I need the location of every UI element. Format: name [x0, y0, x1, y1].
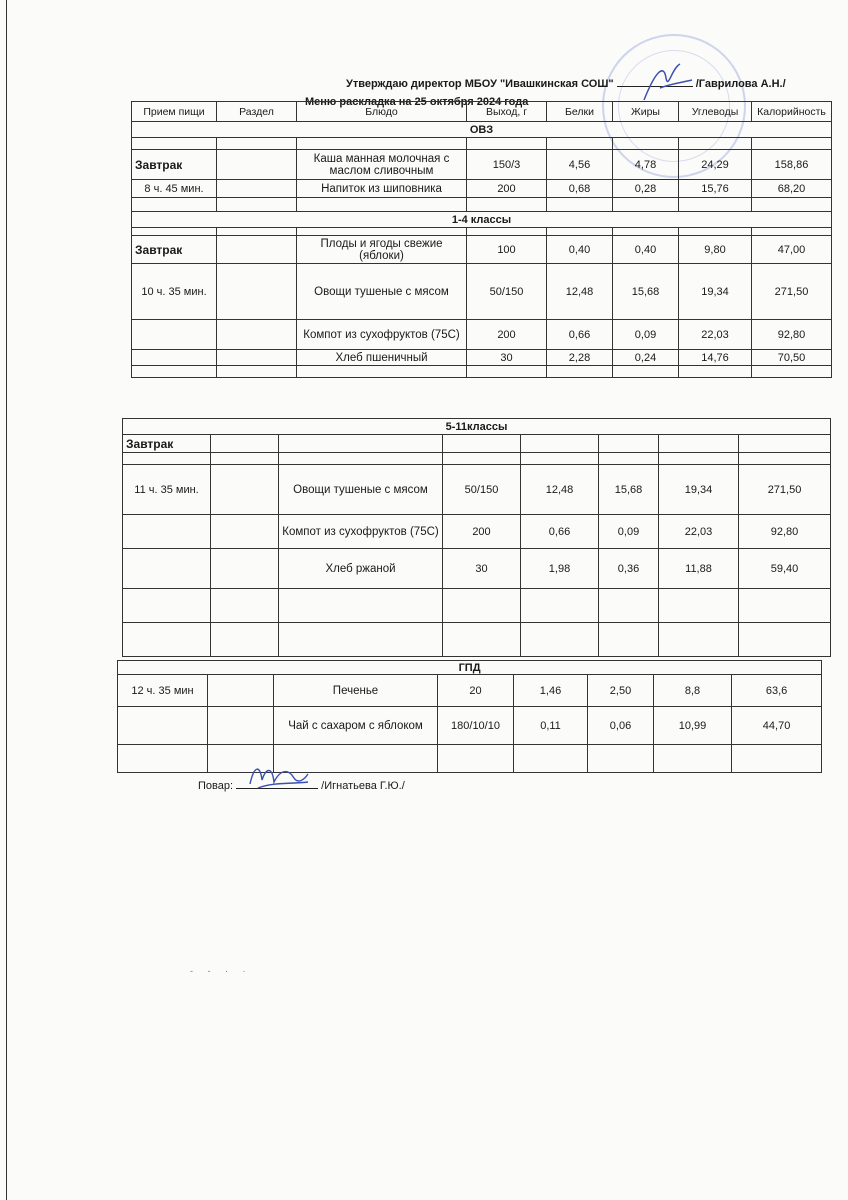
yield-value: 180/10/10 — [438, 707, 514, 745]
col-header: Прием пищи — [132, 102, 217, 122]
table-row — [118, 675, 822, 707]
section-title-row — [132, 122, 832, 138]
dish-name: Каша манная молочная с маслом сливочным — [297, 150, 467, 180]
spacer-row — [132, 366, 832, 378]
menu-table-ovz-1-4 — [131, 101, 832, 378]
scan-specks: ‐ ‐ · · — [190, 966, 252, 976]
col-header: Жиры — [613, 102, 679, 122]
carbs-value: 14,76 — [679, 350, 752, 366]
protein-value: 0,40 — [547, 236, 613, 264]
dish-name: Компот из сухофруктов (75С) — [279, 515, 443, 549]
header-row — [132, 102, 832, 122]
col-header: Калорийность — [752, 102, 832, 122]
section-title-5-11: 5-11классы — [123, 419, 831, 435]
kcal-value: 68,20 — [752, 180, 832, 198]
menu-table-5-11 — [122, 418, 831, 657]
protein-value: 12,48 — [547, 264, 613, 320]
spacer-row — [132, 228, 832, 236]
dish-name: Овощи тушеные с мясом — [279, 465, 443, 515]
yield-value: 150/3 — [467, 150, 547, 180]
protein-value: 0,66 — [521, 515, 599, 549]
carbs-value: 8,8 — [654, 675, 732, 707]
protein-value: 1,46 — [514, 675, 588, 707]
yield-value: 200 — [467, 320, 547, 350]
dish-name: Компот из сухофруктов (75С) — [297, 320, 467, 350]
meal-label: Завтрак — [123, 435, 211, 453]
dish-name: Чай с сахаром с яблоком — [274, 707, 438, 745]
dish-name: Хлеб пшеничный — [297, 350, 467, 366]
meal-label: Завтрак — [132, 150, 217, 180]
carbs-value: 9,80 — [679, 236, 752, 264]
col-header: Выход, г — [467, 102, 547, 122]
empty-row — [118, 745, 822, 773]
yield-value: 50/150 — [467, 264, 547, 320]
kcal-value: 44,70 — [732, 707, 822, 745]
menu-table-gpd — [117, 660, 822, 773]
yield-value: 100 — [467, 236, 547, 264]
section-title-gpd: ГПД — [118, 661, 822, 675]
table-row — [118, 707, 822, 745]
empty-row — [123, 589, 831, 623]
protein-value: 12,48 — [521, 465, 599, 515]
protein-value: 1,98 — [521, 549, 599, 589]
yield-value: 200 — [467, 180, 547, 198]
carbs-value: 22,03 — [679, 320, 752, 350]
protein-value: 4,56 — [547, 150, 613, 180]
protein-value: 0,11 — [514, 707, 588, 745]
fat-value: 0,09 — [613, 320, 679, 350]
kcal-value: 47,00 — [752, 236, 832, 264]
fat-value: 0,24 — [613, 350, 679, 366]
kcal-value: 59,40 — [739, 549, 831, 589]
section-title-row — [118, 661, 822, 675]
kcal-value: 70,50 — [752, 350, 832, 366]
meal-time: 11 ч. 35 мин. — [123, 465, 211, 515]
table-row — [132, 320, 832, 350]
section-title-1-4: 1-4 классы — [132, 212, 832, 228]
yield-value: 20 — [438, 675, 514, 707]
section-title-row — [132, 212, 832, 228]
col-header: Раздел — [217, 102, 297, 122]
fat-value: 15,68 — [613, 264, 679, 320]
meal-time: 12 ч. 35 мин — [118, 675, 208, 707]
menu-title: Меню раскладка на 25 октября 2024 года — [305, 96, 529, 108]
table-row — [132, 150, 832, 180]
table-row — [132, 350, 832, 366]
section-title-row — [123, 419, 831, 435]
protein-value: 0,68 — [547, 180, 613, 198]
spacer-row — [123, 453, 831, 465]
cook-name: /Игнатьева Г.Ю./ — [321, 780, 405, 792]
yield-value: 50/150 — [443, 465, 521, 515]
fat-value: 4,78 — [613, 150, 679, 180]
table-row — [132, 180, 832, 198]
approval-line — [346, 76, 786, 90]
fat-value: 0,06 — [588, 707, 654, 745]
col-header: Блюдо — [297, 102, 467, 122]
page-edge-line — [6, 0, 7, 1200]
carbs-value: 15,76 — [679, 180, 752, 198]
kcal-value: 271,50 — [739, 465, 831, 515]
dish-name: Хлеб ржаной — [279, 549, 443, 589]
empty-row — [123, 623, 831, 657]
table-row — [123, 549, 831, 589]
spacer-row — [132, 138, 832, 150]
dish-name: Печенье — [274, 675, 438, 707]
table-row — [123, 435, 831, 453]
kcal-value: 63,6 — [732, 675, 822, 707]
fat-value: 0,28 — [613, 180, 679, 198]
meal-time: 8 ч. 45 мин. — [132, 180, 217, 198]
fat-value: 0,09 — [599, 515, 659, 549]
carbs-value: 11,88 — [659, 549, 739, 589]
director-name: /Гаврилова А.Н./ — [695, 78, 786, 90]
protein-value: 2,28 — [547, 350, 613, 366]
fat-value: 0,36 — [599, 549, 659, 589]
section-title-ovz: ОВЗ — [132, 122, 832, 138]
fat-value: 15,68 — [599, 465, 659, 515]
dish-name: Плоды и ягоды свежие (яблоки) — [297, 236, 467, 264]
kcal-value: 271,50 — [752, 264, 832, 320]
dish-name: Овощи тушеные с мясом — [297, 264, 467, 320]
yield-value: 200 — [443, 515, 521, 549]
col-header: Углеводы — [679, 102, 752, 122]
meal-label: Завтрак — [132, 236, 217, 264]
carbs-value: 24,29 — [679, 150, 752, 180]
col-header: Белки — [547, 102, 613, 122]
kcal-value: 92,80 — [739, 515, 831, 549]
fat-value: 0,40 — [613, 236, 679, 264]
yield-value: 30 — [443, 549, 521, 589]
table-row — [123, 515, 831, 549]
carbs-value: 22,03 — [659, 515, 739, 549]
cook-label: Повар: — [198, 780, 234, 792]
carbs-value: 10,99 — [654, 707, 732, 745]
carbs-value: 19,34 — [659, 465, 739, 515]
meal-time: 10 ч. 35 мин. — [132, 264, 217, 320]
table-row — [132, 264, 832, 320]
carbs-value: 19,34 — [679, 264, 752, 320]
dish-name: Напиток из шиповника — [297, 180, 467, 198]
cook-signature — [244, 760, 314, 794]
fat-value: 2,50 — [588, 675, 654, 707]
yield-value: 30 — [467, 350, 547, 366]
kcal-value: 158,86 — [752, 150, 832, 180]
approval-text: Утверждаю директор МБОУ "Ивашкинская СОШ" — [346, 78, 614, 90]
spacer-row — [132, 198, 832, 212]
table-row — [132, 236, 832, 264]
kcal-value: 92,80 — [752, 320, 832, 350]
table-row — [123, 465, 831, 515]
protein-value: 0,66 — [547, 320, 613, 350]
